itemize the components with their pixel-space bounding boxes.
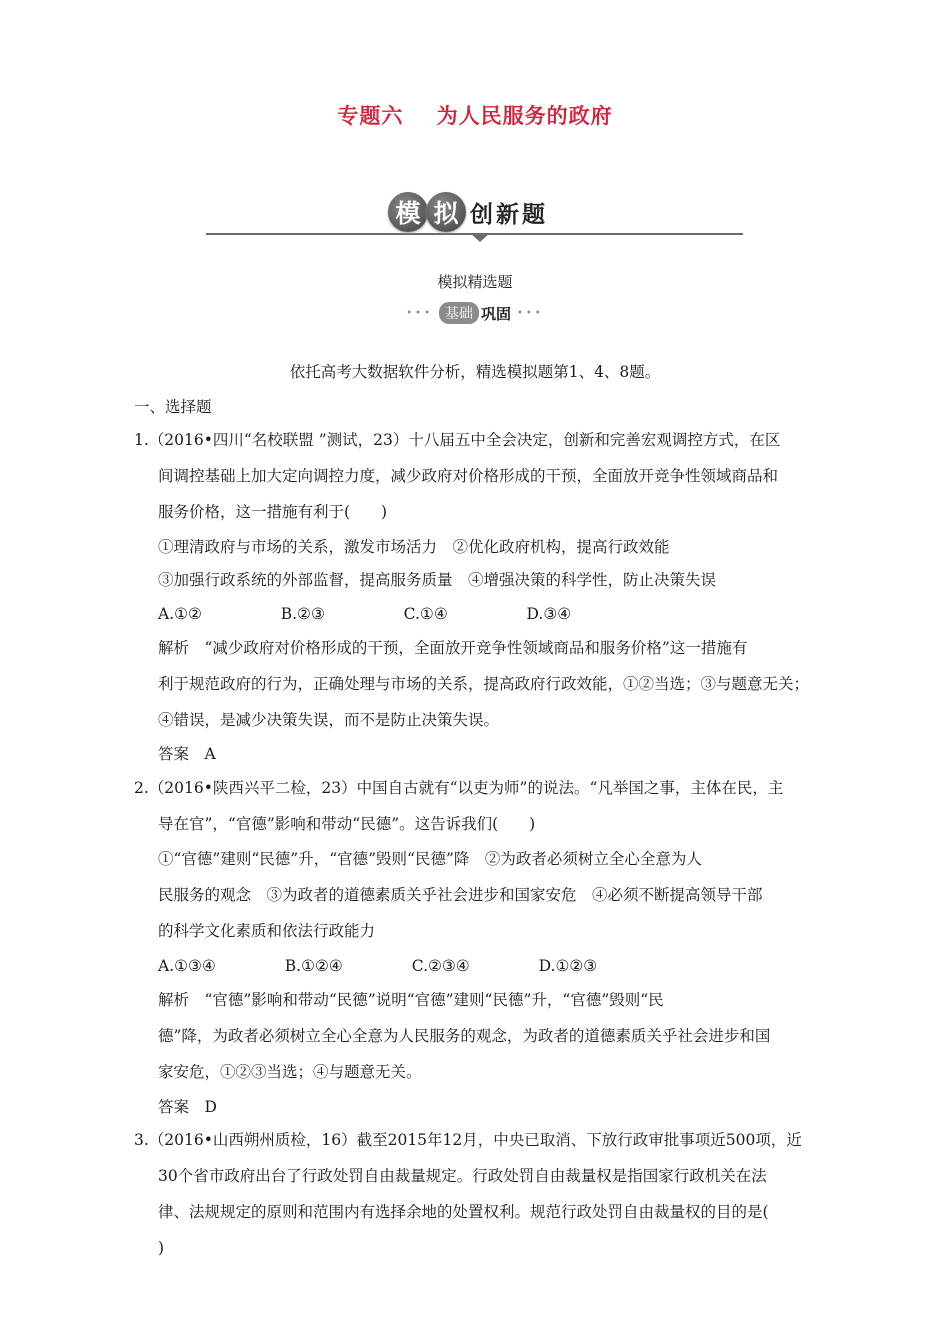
text-line: 服务价格，这一措施有利于( ) [158, 503, 388, 521]
banner-notch-icon [470, 233, 490, 242]
text-line: 家安危，①②③当选；④与题意无关。 [158, 1063, 422, 1081]
text-line: ①理清政府与市场的关系，激发市场活力 ②优化政府机构，提高行政效能 [158, 538, 670, 556]
text-line: 1.（2016•四川“名校联盟 ”测试，23）十八届五中全会决定，创新和完善宏观调控方式，在区 [134, 431, 781, 449]
dots-left: ••• [406, 307, 433, 319]
text-line: ①“官德”建则“民德”升，“官德”毁则“民德”降 ②为政者必须树立全心全意为人 [158, 850, 702, 868]
pill-rest: 巩固 [480, 304, 511, 323]
text-line: 解析 “官德”影响和带动“民德”说明“官德”建则“民德”升，“官德”毁则“民 [158, 991, 664, 1009]
banner-text: 创新题 [470, 201, 548, 228]
intro-text: 依托高考大数据软件分析，精选模拟题第1、4、8题。 [289, 363, 661, 381]
text-line: 30个省市政府出台了行政处罚自由裁量规定。行政处罚自由裁量权是指国家行政机关在法 [158, 1167, 767, 1185]
text-line: ③加强行政系统的外部监督，提高服务质量 ④增强决策的科学性，防止决策失误 [158, 571, 717, 589]
text-line: A.①③④ B.①②④ C.②③④ D.①②③ [158, 957, 598, 975]
text-line: 答案 D [158, 1098, 217, 1116]
text-line: ④错误，是减少决策失误，而不是防止决策失误。 [158, 711, 500, 729]
page-title: 专题六 为人民服务的政府 [337, 104, 613, 128]
banner-seal-1: 模 [388, 192, 428, 232]
text-line: 间调控基础上加大定向调控力度，减少政府对价格形成的干预，全面放开竞争性领域商品和 [158, 467, 779, 485]
pill-highlight: 基础 [439, 302, 479, 324]
banner-seal-2: 拟 [426, 192, 466, 232]
text-line: A.①② B.②③ C.①④ D.③④ [158, 605, 572, 623]
pill-label [0, 302, 950, 324]
text-line: 律、法规规定的原则和范围内有选择余地的处置权利。规范行政处罚自由裁量权的目的是( [158, 1203, 769, 1221]
text-line: 2.（2016•陕西兴平二检，23）中国自古就有“以吏为师”的说法。“凡举国之事，主体在民，主 [134, 779, 784, 797]
text-line: 3.（2016•山西朔州质检，16）截至2015年12月，中央已取消、下放行政审批事项近500项，近 [134, 1131, 802, 1149]
text-line: 导在官”，“官德”影响和带动“民德”。这告诉我们( ) [158, 815, 536, 833]
text-line: 答案 A [158, 745, 216, 763]
section-heading: 一、选择题 [134, 398, 212, 416]
text-line: 德”降，为政者必须树立全心全意为人民服务的观念，为政者的道德素质关乎社会进步和国 [158, 1027, 771, 1045]
subheading: 模拟精选题 [437, 273, 513, 291]
text-line: 的科学文化素质和依法行政能力 [158, 922, 376, 940]
text-line: ) [158, 1239, 165, 1257]
text-line: 利于规范政府的行为，正确处理与市场的关系，提高政府行政效能，①②当选；③与题意无关； [158, 675, 810, 693]
text-line: 民服务的观念 ③为政者的道德素质关乎社会进步和国家安危 ④必须不断提高领导干部 [158, 886, 763, 904]
section-banner [388, 192, 548, 232]
dots-right: ••• [517, 307, 544, 319]
text-line: 解析 “减少政府对价格形成的干预，全面放开竞争性领域商品和服务价格”这一措施有 [158, 639, 748, 657]
